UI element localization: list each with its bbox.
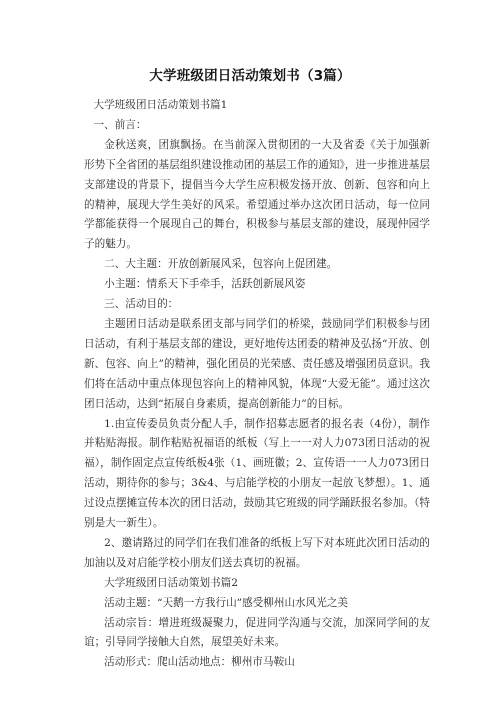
paragraph-activity-theme: 活动主题：“天鹅一方我行山”感受柳州山水风光之美 [104, 596, 349, 609]
paragraph-purpose: 主题团日活动是联系团支部与同学们的桥梁，鼓励同学们积极参与团日活动，有利于基层支部的建设，更好地传达团委的精神及弘扬“开放、创新、包容、向上”的精神，强化团员的光荣感、责任感及增强团员意识。我们将在活动中重点体现包容向上的精神风貌，体现“大爱无能”。通过这次团日活动，达到“拓展自身素质，提高创新能力”的目标。 [84, 317, 430, 410]
paragraph-activity-form: 活动形式：爬山活动地点：柳州市马鞍山 [104, 656, 295, 669]
paragraph-step-1: 1.由宣传委员负责分配人手，制作招募志愿者的报名表（4份），制作并粘贴海报。制作粘贴祝福语的纸板（写上一一对人力073团日活动的祝福），制作固定点宣传纸板4张（1、画班徽；2、宣传语一一人力073团日活动，期待你的参与；3&4、与启能学校的小朋友一起放飞梦想）。1、通过设点摆摊宣传本次的团日活动，鼓励其它班级的同学踊跃报名参加。（特别是大一新生）。 [84, 417, 430, 530]
section-heading-article-2: 大学班级团日活动策划书篇2 [104, 576, 238, 589]
paragraph-main-theme: 二、大主题：开放创新展风采，包容向上促团建。 [104, 258, 338, 271]
paragraph-step-2: 2、邀请路过的同学们在我们准备的纸板上写下对本班此次团日活动的加油以及对启能学校小朋友们送去真切的祝福。 [84, 536, 430, 569]
paragraph-preface: 金秋送爽，团旗飘扬。在当前深入贯彻团的一大及省委《关于加强新形势下全省团的基层组织建设推动团的基层工作的通知》，进一步推进基层支部建设的背景下，提倡当今大学生应积极发扬开放、创新、包容和向上的精神，展现大学生美好的风采。希望通过举办这次团日活动，每一位同学都能获得一个展现自己的舞台，积极参与基层支部的建设，展现仲园学子的魅力。 [84, 138, 430, 251]
section-heading-purpose: 三、活动目的： [104, 298, 179, 311]
document-body [84, 96, 430, 673]
document-title: 大学班级团日活动策划书（3篇） [149, 68, 351, 84]
section-heading-article-1: 大学班级团日活动策划书篇1 [93, 99, 228, 111]
section-heading-preface: 一、前言： [93, 118, 147, 131]
paragraph-activity-purpose: 活动宗旨：增进班级凝聚力，促进同学沟通与交流，加深同学间的友谊；引导同学接触大自然，展望美好未来。 [84, 616, 430, 649]
paragraph-sub-theme: 小主题：情系天下手牵手，活跃创新展风姿 [104, 278, 306, 291]
